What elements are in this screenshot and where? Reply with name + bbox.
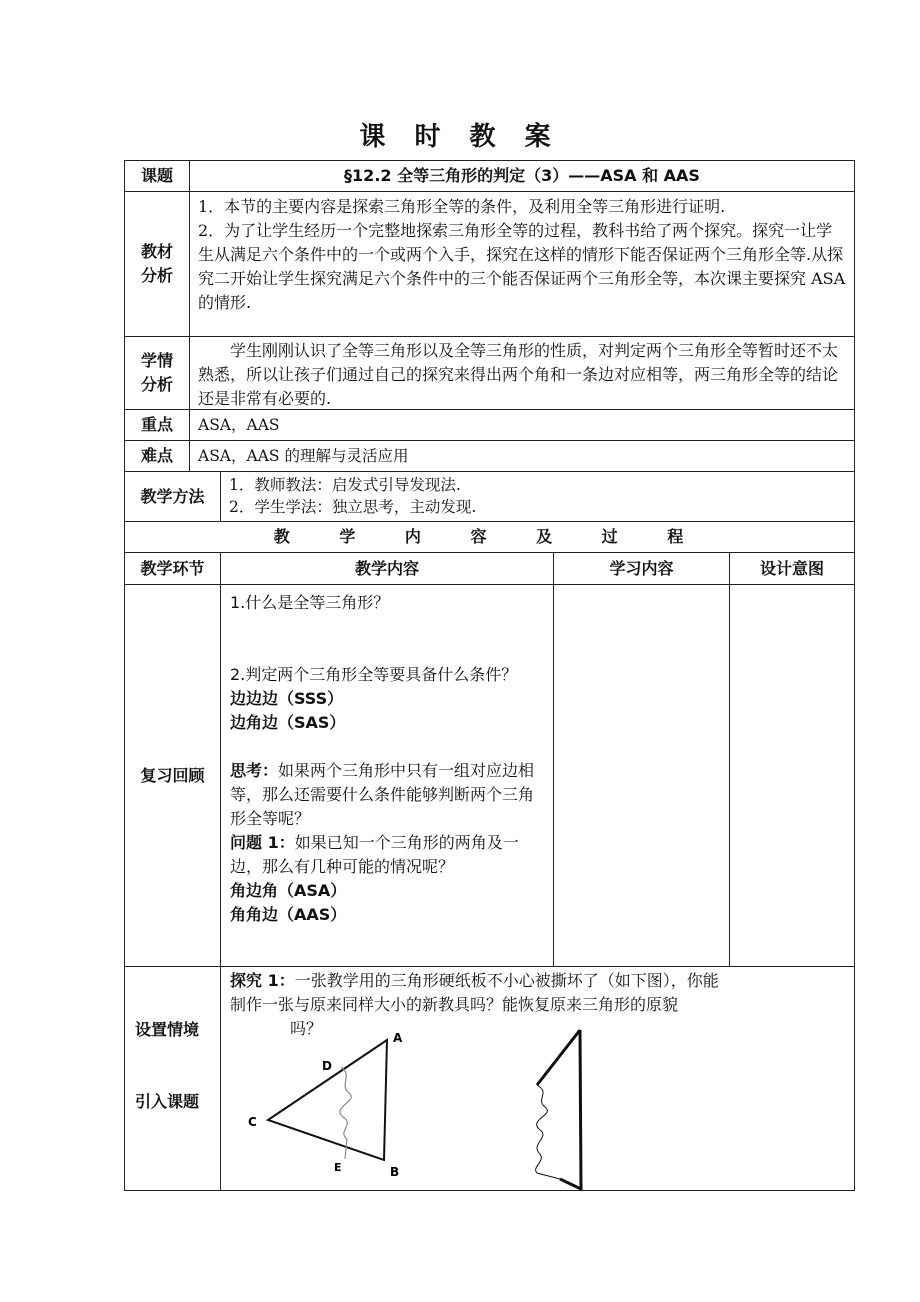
review-learning-cell	[553, 584, 730, 967]
page-title: 课 时 教 案	[359, 122, 561, 152]
review-answer-aas: 角角边（AAS）	[230, 905, 347, 924]
students-content: 学生刚刚认识了全等三角形以及全等三角形的性质，对判定两个三角形全等暂时还不太熟悉，所以让孩子们通过自己的探究来得出两个角和一条边对应相等，两三角形全等的结论还是非常有必要的.	[189, 336, 855, 410]
intro-stage	[124, 966, 221, 1191]
column-header-learning: 学习内容	[553, 552, 730, 585]
think-text: 如果两个三角形中只有一组对应边相等，那么还需要什么条件能够判断两个三角形全等呢？	[230, 761, 535, 828]
point-D-label: D	[322, 1059, 332, 1073]
textbook-content	[189, 191, 855, 337]
point-E-label: E	[334, 1161, 342, 1174]
difficulty-label: 难点	[124, 440, 190, 472]
method-label: 教学方法	[124, 471, 221, 522]
textbook-label: 教材 分析	[124, 191, 190, 337]
explore-label: 探究 1：	[230, 971, 295, 990]
column-header-stage: 教学环节	[124, 552, 221, 585]
intro-content	[220, 966, 855, 1191]
point-B-label: B	[390, 1165, 400, 1179]
triangle-figure-left	[248, 1031, 403, 1179]
problem-text: 如果已知一个三角形的两角及一边，那么有几种可能的情况呢？	[230, 833, 519, 876]
students-label: 学情 分析	[124, 336, 190, 410]
review-answer-sss: 边边边（SSS）	[230, 689, 344, 708]
review-content	[220, 584, 554, 967]
key-point-value: ASA，AAS	[189, 409, 855, 441]
review-stage: 复习回顾	[124, 584, 221, 967]
key-point-label: 重点	[124, 409, 190, 441]
torn-piece-figure	[536, 1030, 581, 1189]
difficulty-value: ASA，AAS 的理解与灵活应用	[189, 440, 855, 472]
point-A-label: A	[393, 1031, 403, 1045]
explore-text: 一张教学用的三角形硬纸板不小心被撕坏了（如下图），你能制作一张与原来同样大小的新教具吗？能恢复原来三角形的原貌	[230, 971, 719, 1014]
review-answer-asa: 角边角（ASA）	[230, 881, 347, 900]
textbook-line-2: 2．为了让学生经历一个完整地探索三角形全等的过程，教科书给了两个探究。探究一让学生从满足六个条件中的一个或两个入手，探究在这样的情形下能否保证两个三角形全等.从探究二开始让学生探究满足六个条件中的三个能否保证两个三角形全等，本次课主要探究 ASA 的情形.	[198, 221, 846, 312]
method-line-1: 1．教师教法：启发式引导发现法.	[229, 476, 461, 494]
method-line-2: 2．学生学法：独立思考，主动发现.	[229, 498, 477, 516]
problem-label: 问题 1：	[230, 833, 295, 852]
section-header: 教 学 内 容 及 过 程	[124, 521, 855, 553]
intro-stage-line1: 设置情境	[135, 1020, 200, 1039]
explore-tail: 吗？	[290, 1019, 323, 1038]
review-intent-cell	[729, 584, 855, 967]
textbook-line-1: 1．本节的主要内容是探索三角形全等的条件，及利用全等三角形进行证明.	[198, 197, 726, 216]
review-q1: 1.什么是全等三角形？	[230, 593, 390, 612]
torn-triangle-figures	[221, 967, 856, 1192]
think-label: 思考：	[230, 761, 279, 780]
review-answer-sas: 边角边（SAS）	[230, 713, 346, 732]
method-content	[220, 471, 855, 522]
topic-label: 课题	[124, 160, 190, 192]
intro-stage-line2: 引入课题	[135, 1092, 200, 1111]
point-C-label: C	[248, 1115, 257, 1129]
review-q2: 2.判定两个三角形全等要具备什么条件？	[230, 665, 518, 684]
column-header-teaching: 教学内容	[220, 552, 554, 585]
topic-value: §12.2 全等三角形的判定（3）——ASA 和 AAS	[189, 160, 855, 192]
column-header-intent: 设计意图	[729, 552, 855, 585]
